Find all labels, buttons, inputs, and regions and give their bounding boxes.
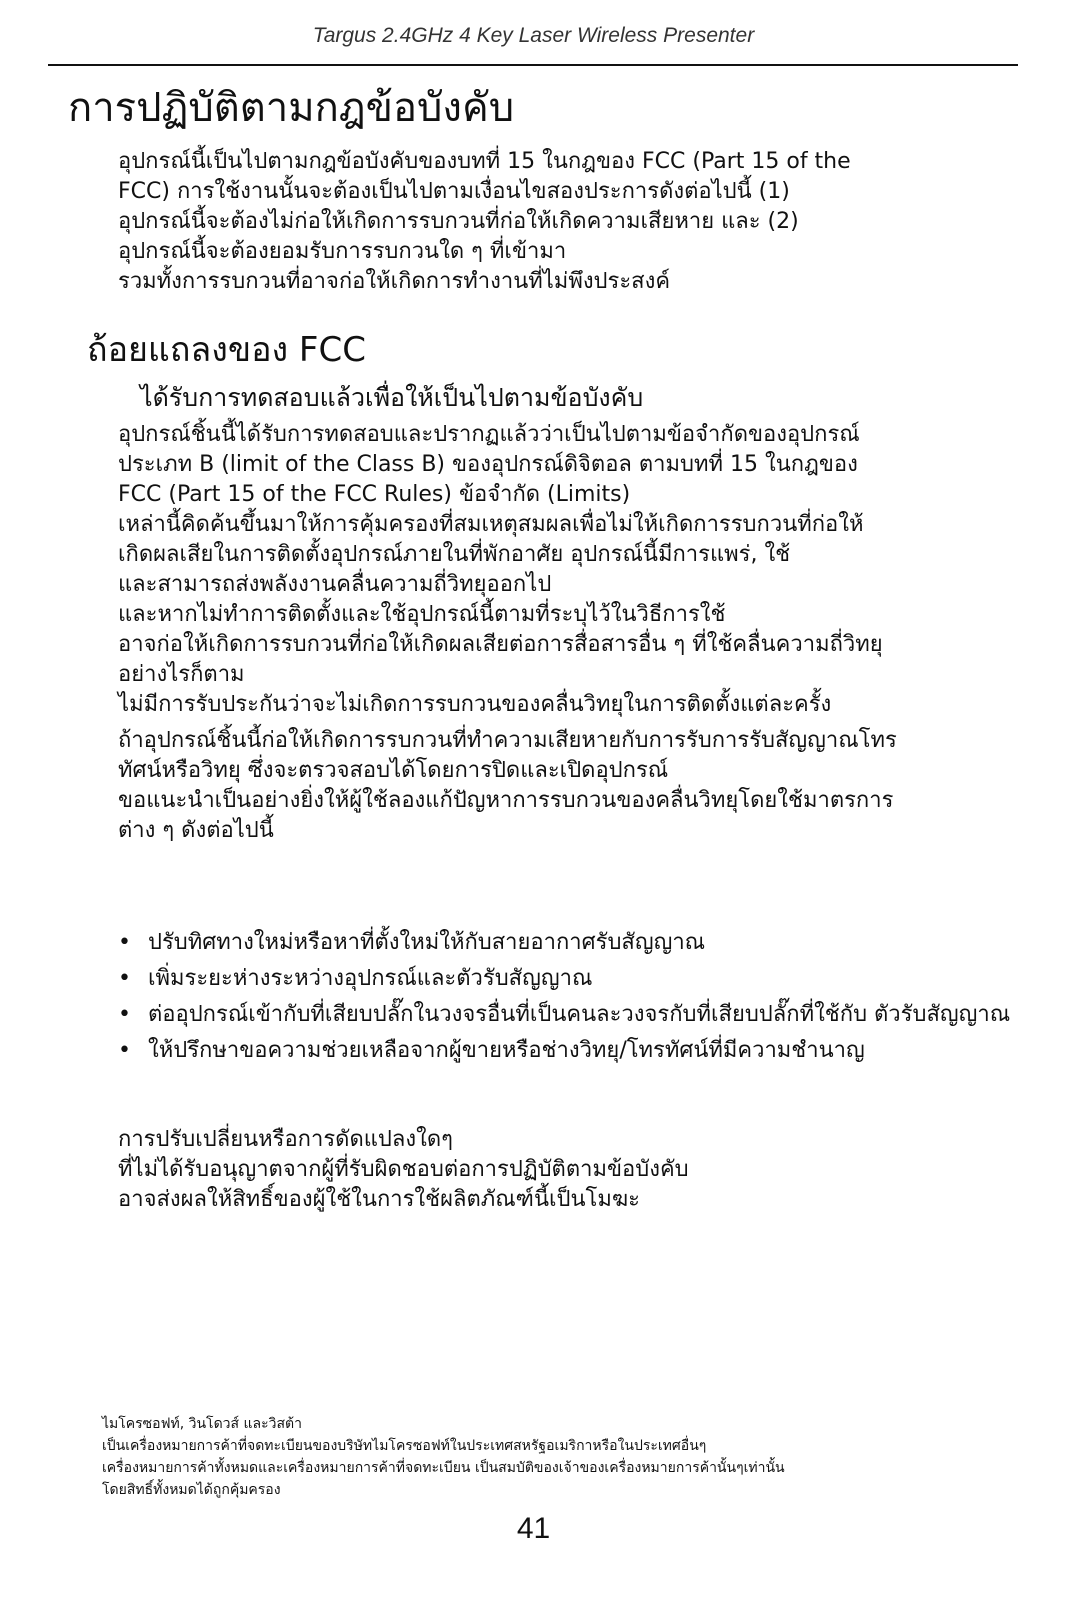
- fcc-line: ทัศน์หรือวิทยุ ซึ่งจะตรวจสอบได้โดยการปิดและเปิดอุปกรณ์: [118, 758, 669, 783]
- fcc-line: ต่าง ๆ ดังต่อไปนี้: [118, 818, 274, 843]
- bullet-icon: •: [118, 1038, 131, 1063]
- fcc-line: และหากไม่ทำการติดตั้งและใช้อุปกรณ์นี้ตามที่ระบุไว้ในวิธีการใช้: [118, 602, 726, 627]
- header-rule: [48, 64, 1018, 66]
- remedy-list: [118, 928, 1018, 1072]
- intro-line: อุปกรณ์นี้จะต้องไม่ก่อให้เกิดการรบกวนที่ก่อให้เกิดความเสียหาย และ (2): [118, 209, 799, 234]
- fcc-line: ขอแนะนำเป็นอย่างยิ่งให้ผู้ใช้ลองแก้ปัญหาการรบกวนของคลื่นวิทยุโดยใช้มาตรการ: [118, 788, 894, 813]
- closing-line: การปรับเปลี่ยนหรือการดัดแปลงใดๆ: [118, 1127, 453, 1152]
- list-item-text: ปรับทิศทางใหม่หรือหาที่ตั้งใหม่ให้กับสายอากาศรับสัญญาณ: [148, 930, 706, 955]
- list-item: [118, 964, 1018, 994]
- fcc-statement: [118, 420, 1018, 846]
- list-item: [118, 928, 1018, 958]
- closing-line: อาจส่งผลให้สิทธิ์ของผู้ใช้ในการใช้ผลิตภัณฑ์นี้เป็นโมฆะ: [118, 1187, 640, 1212]
- footnote-line: โดยสิทธิ์ทั้งหมดได้ถูกคุ้มครอง: [102, 1482, 281, 1498]
- footnote-line: ไมโครซอฟท์, วินโดวส์ และวิสต้า: [102, 1416, 303, 1432]
- list-item: [118, 1036, 1018, 1066]
- fcc-line: เกิดผลเสียในการติดตั้งอุปกรณ์ภายในที่พักอาศัย อุปกรณ์นี้มีการแพร่, ใช้: [118, 542, 791, 567]
- page-title: การปฏิบัติตามกฎข้อบังคับ: [68, 85, 515, 131]
- fcc-line: เหล่านี้คิดค้นขึ้นมาให้การคุ้มครองที่สมเหตุสมผลเพื่อไม่ให้เกิดการรบกวนที่ก่อให้: [118, 512, 864, 537]
- fcc-line: อาจก่อให้เกิดการรบกวนที่ก่อให้เกิดผลเสียต่อการสื่อสารอื่น ๆ ที่ใช้คลื่นความถี่วิทยุ: [118, 632, 883, 657]
- intro-line: อุปกรณ์นี้เป็นไปตามกฎข้อบังคับของบทที่ 15 ในกฎของ FCC (Part 15 of the: [118, 149, 851, 174]
- fcc-line: FCC (Part 15 of the FCC Rules) ข้อจำกัด (Limits): [118, 482, 631, 507]
- list-item-text: ต่ออุปกรณ์เข้ากับที่เสียบปลั๊กในวงจรอื่นที่เป็นคนละวงจรกับที่เสียบปลั๊กที่ใช้กับ ตัวรับสัญญาณ: [148, 1002, 1011, 1027]
- modification-notice: [118, 1125, 1018, 1215]
- bullet-icon: •: [118, 930, 131, 955]
- list-item: [118, 1000, 1018, 1030]
- footnote-line: เป็นเครื่องหมายการค้าที่จดทะเบียนของบริษัทไมโครซอฟท์ในประเทศสหรัฐอเมริกาหรือในประเทศอื่นๆ: [102, 1438, 707, 1454]
- fcc-line: อุปกรณ์ชิ้นนี้ได้รับการทดสอบและปรากฏแล้วว่าเป็นไปตามข้อจำกัดของอุปกรณ์: [118, 422, 860, 447]
- fcc-line: ถ้าอุปกรณ์ชิ้นนี้ก่อให้เกิดการรบกวนที่ทำความเสียหายกับการรับการรับสัญญาณโทร: [118, 728, 897, 753]
- section-title: ถ้อยแถลงของ FCC: [87, 330, 366, 370]
- list-item-text: ให้ปรึกษาขอความช่วยเหลือจากผู้ขายหรือช่างวิทยุ/โทรทัศน์ที่มีความชำนาญ: [148, 1038, 865, 1063]
- intro-line: รวมทั้งการรบกวนที่อาจก่อให้เกิดการทำงานที่ไม่พึงประสงค์: [118, 269, 671, 294]
- closing-line: ที่ไม่ได้รับอนุญาตจากผู้ที่รับผิดชอบต่อการปฏิบัติตามข้อบังคับ: [118, 1157, 689, 1182]
- fcc-line: อย่างไรก็ตาม: [118, 662, 245, 687]
- fcc-line: และสามารถส่งพลังงานคลื่นความถี่วิทยุออกไป: [118, 572, 552, 597]
- intro-line: FCC) การใช้งานนั้นจะต้องเป็นไปตามเงื่อนไขสองประการดังต่อไปนี้ (1): [118, 179, 790, 204]
- bullet-icon: •: [118, 1002, 131, 1027]
- section-subtitle: ได้รับการทดสอบแล้วเพื่อให้เป็นไปตามข้อบังคับ: [140, 383, 644, 412]
- bullet-icon: •: [118, 966, 131, 991]
- intro-line: อุปกรณ์นี้จะต้องยอมรับการรบกวนใด ๆ ที่เข้ามา: [118, 239, 567, 264]
- list-item-text: เพิ่มระยะห่างระหว่างอุปกรณ์และตัวรับสัญญาณ: [148, 966, 593, 991]
- fcc-line: ประเภท B (limit of the Class B) ของอุปกรณ์ดิจิตอล ตามบทที่ 15 ในกฎของ: [118, 452, 858, 477]
- running-header: Targus 2.4GHz 4 Key Laser Wireless Presenter: [312, 24, 755, 47]
- intro-paragraph: [118, 147, 1018, 297]
- footnote-line: เครื่องหมายการค้าทั้งหมดและเครื่องหมายการค้าที่จดทะเบียน เป็นสมบัติของเจ้าของเครื่องหมายการค้านั้นๆเท่านั้น: [102, 1460, 785, 1476]
- fcc-line: ไม่มีการรับประกันว่าจะไม่เกิดการรบกวนของคลื่นวิทยุในการติดตั้งแต่ละครั้ง: [118, 692, 832, 717]
- trademark-footnote: [102, 1413, 1002, 1501]
- page-number: 41: [516, 1512, 551, 1545]
